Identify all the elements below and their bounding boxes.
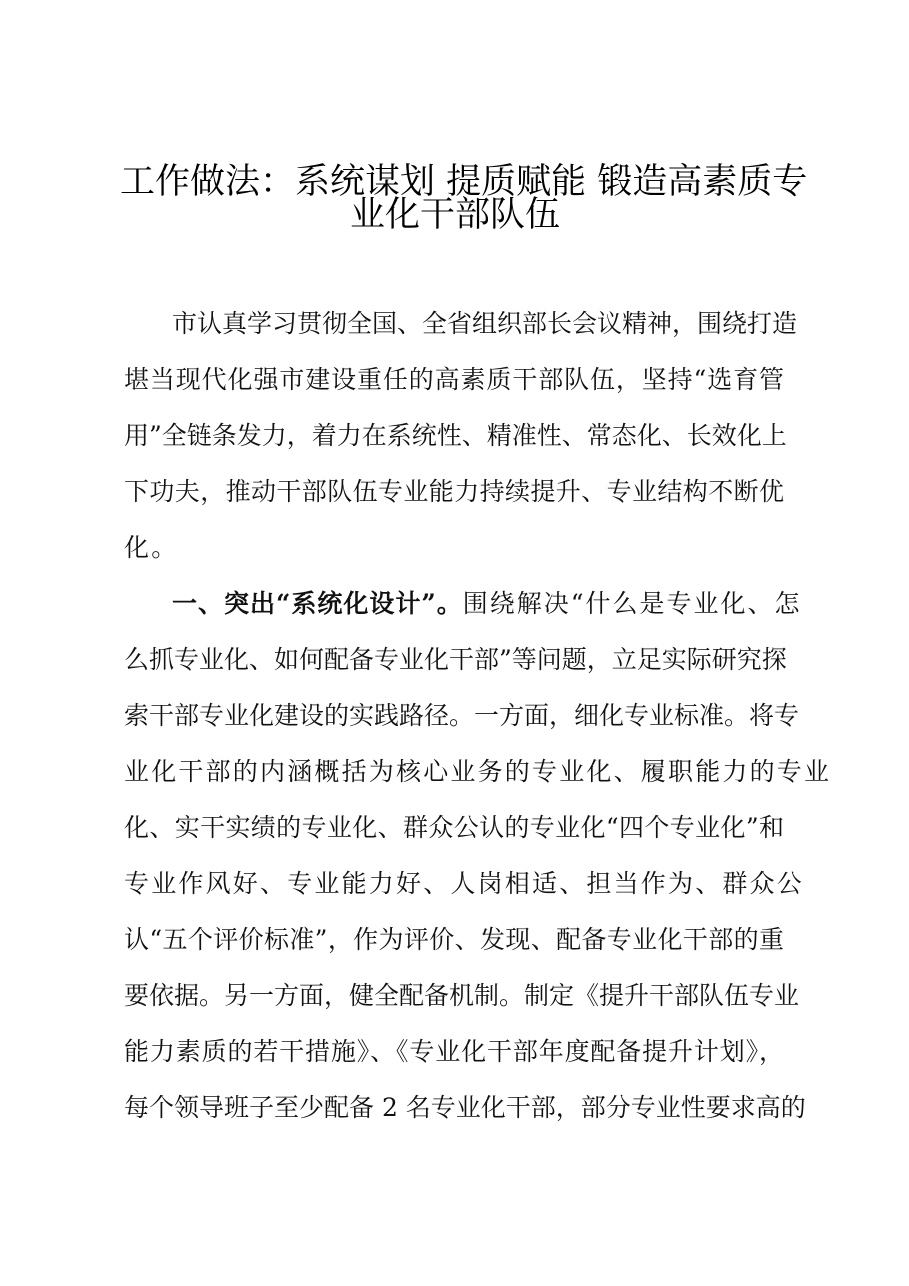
section1-line-2: 么抓专业化、如何配备专业化干部”等问题，立足实际研究探 xyxy=(124,645,787,674)
section1-line-10: 每个领导班子至少配备 2 名专业化干部，部分专业性要求高的 xyxy=(124,1093,806,1122)
intro-line-1: 市认真学习贯彻全国、全省组织部长会议精神，围绕打造 xyxy=(172,309,798,338)
section1-line-7: 认“五个评价标准”，作为评价、发现、配备专业化干部的重 xyxy=(124,925,784,954)
intro-line-5: 化。 xyxy=(124,533,179,562)
document-title-line-1: 工作做法：系统谋划 提质赋能 锻造高素质专 xyxy=(120,162,808,202)
section1-heading: 一、突出“系统化设计”。 xyxy=(172,589,463,618)
section1-line-6: 专业作风好、专业能力好、人岗相适、担当作为、群众公 xyxy=(124,869,805,898)
section1-first-line xyxy=(172,587,802,621)
intro-line-2: 堪当现代化强市建设重任的高素质干部队伍，坚持“选育管 xyxy=(124,365,784,394)
section1-first-rest: 围绕解决“什么是专业化、怎 xyxy=(462,589,802,618)
section1-line-4: 业化干部的内涵概括为核心业务的专业化、履职能力的专业 xyxy=(124,757,832,786)
section1-line-3: 索干部专业化建设的实践路径。一方面，细化专业标准。将专 xyxy=(124,701,800,730)
document-title-line-2: 业化干部队伍 xyxy=(349,195,560,235)
section1-line-8: 要依据。另一方面，健全配备机制。制定《提升干部队伍专业 xyxy=(124,981,800,1010)
section1-line-9: 能力素质的若干措施》、《专业化干部年度配备提升计划》， xyxy=(124,1037,784,1066)
section1-line-5: 化、实干实绩的专业化、群众公认的专业化“四个专业化”和 xyxy=(124,813,784,842)
intro-line-4: 下功夫，推动干部队伍专业能力持续提升、专业结构不断优 xyxy=(124,477,784,506)
intro-line-3: 用”全链条发力，着力在系统性、精准性、常态化、长效化上 xyxy=(124,421,787,450)
